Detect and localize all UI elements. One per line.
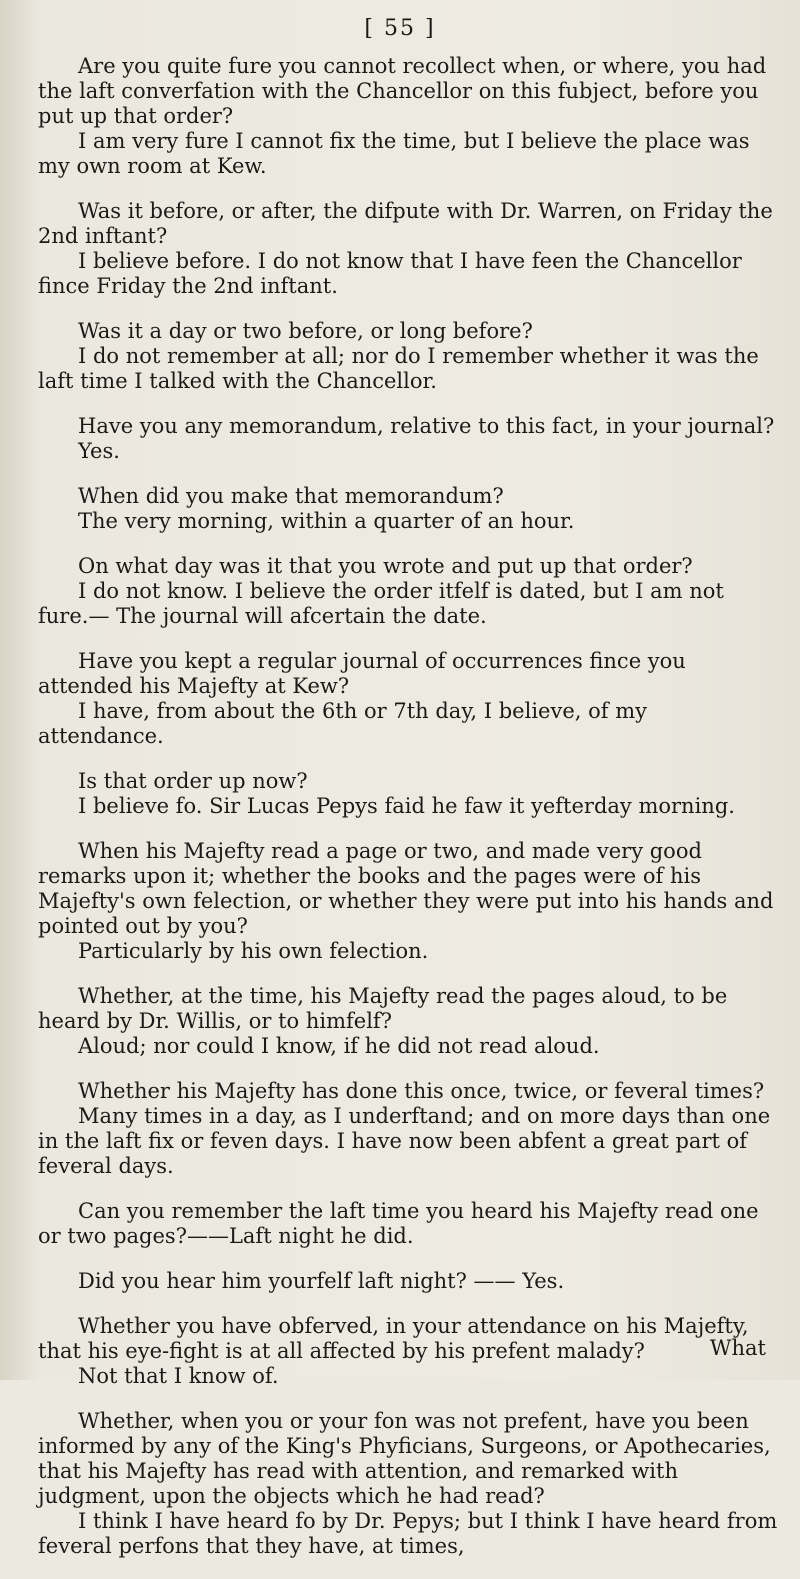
question-paragraph: Is that order up now? bbox=[78, 769, 308, 793]
answer-paragraph: Particularly by his own felection. bbox=[78, 939, 429, 963]
qa-exchange bbox=[38, 1199, 778, 1249]
answer-paragraph: Many times in a day, as I underftand; and on more days than one in the laft fix or feven days. I have now been abfent a great part of feveral days. bbox=[38, 1104, 771, 1178]
question-paragraph: When did you make that memorandum? bbox=[78, 484, 504, 508]
answer-paragraph: I have, from about the 6th or 7th day, I believe, of my attendance. bbox=[38, 699, 647, 748]
page-number: [ 55 ] bbox=[364, 16, 436, 41]
qa-exchange bbox=[38, 1314, 778, 1389]
question-paragraph: Did you hear him yourfelf laft night? —— Yes. bbox=[78, 1269, 565, 1293]
question-paragraph: Are you quite fure you cannot recollect when, or where, you had the laft converfation with the Chancellor on this fubject, before you put up that order? bbox=[38, 54, 767, 128]
question-paragraph: Whether, at the time, his Majefty read the pages aloud, to be heard by Dr. Willis, or to himfelf? bbox=[38, 984, 728, 1033]
qa-exchange bbox=[38, 1079, 778, 1179]
qa-exchange bbox=[38, 984, 778, 1059]
question-paragraph: On what day was it that you wrote and put up that order? bbox=[78, 554, 693, 578]
answer-paragraph: Not that I know of. bbox=[78, 1364, 279, 1388]
question-paragraph: Whether you have obferved, in your attendance on his Majefty, that his eye-fight is at all affected by his prefent malady? bbox=[38, 1314, 749, 1363]
answer-paragraph: I believe fo. Sir Lucas Pepys faid he faw it yefterday morning. bbox=[78, 794, 735, 818]
question-paragraph: Was it a day or two before, or long before? bbox=[78, 319, 533, 343]
question-paragraph: Whether, when you or your fon was not prefent, have you been informed by any of the King's Phyficians, Surgeons, or Apothecaries, that his Majefty has read with attention, and remarked with judgment, upon the objects which he had read? bbox=[38, 1409, 771, 1508]
qa-exchange bbox=[38, 484, 778, 534]
question-paragraph: Have you kept a regular journal of occurrences fince you attended his Majefty at Kew? bbox=[38, 649, 686, 698]
qa-exchange bbox=[38, 1409, 778, 1559]
text-body bbox=[38, 54, 778, 1579]
qa-exchange bbox=[38, 554, 778, 629]
answer-paragraph: I think I have heard fo by Dr. Pepys; but I think I have heard from feveral perfons that they have, at times, bbox=[38, 1509, 778, 1558]
qa-exchange bbox=[38, 1269, 778, 1294]
qa-exchange bbox=[38, 319, 778, 394]
question-paragraph: When his Majefty read a page or two, and made very good remarks upon it; whether the books and the pages were of his Majefty's own felection, or whether they were put into his hands and pointed out by you? bbox=[38, 839, 774, 938]
answer-paragraph: I am very fure I cannot fix the time, but I believe the place was my own room at Kew. bbox=[38, 129, 750, 178]
answer-paragraph: I believe before. I do not know that I have feen the Chancellor fince Friday the 2nd inftant. bbox=[38, 249, 742, 298]
qa-exchange bbox=[38, 769, 778, 819]
qa-exchange bbox=[38, 839, 778, 964]
qa-exchange bbox=[38, 54, 778, 179]
qa-exchange bbox=[38, 649, 778, 749]
qa-exchange bbox=[38, 414, 778, 464]
question-paragraph: Whether his Majefty has done this once, twice, or feveral times? bbox=[78, 1079, 765, 1103]
answer-paragraph: Aloud; nor could I know, if he did not read aloud. bbox=[78, 1034, 600, 1058]
answer-paragraph: The very morning, within a quarter of an hour. bbox=[78, 509, 575, 533]
question-paragraph: Have you any memorandum, relative to this fact, in your journal? bbox=[78, 414, 775, 438]
qa-exchange bbox=[38, 199, 778, 299]
answer-paragraph: I do not remember at all; nor do I remember whether it was the laft time I talked with the Chancellor. bbox=[38, 344, 759, 393]
question-paragraph: Was it before, or after, the difpute with Dr. Warren, on Friday the 2nd inftant? bbox=[38, 199, 773, 248]
question-paragraph: Can you remember the laft time you heard his Majefty read one or two pages?——Laft night he did. bbox=[38, 1199, 759, 1248]
catchword: What bbox=[709, 1336, 766, 1360]
answer-paragraph: Yes. bbox=[78, 439, 120, 463]
answer-paragraph: I do not know. I believe the order itfelf is dated, but I am not fure.— The journal will afcertain the date. bbox=[38, 579, 724, 628]
